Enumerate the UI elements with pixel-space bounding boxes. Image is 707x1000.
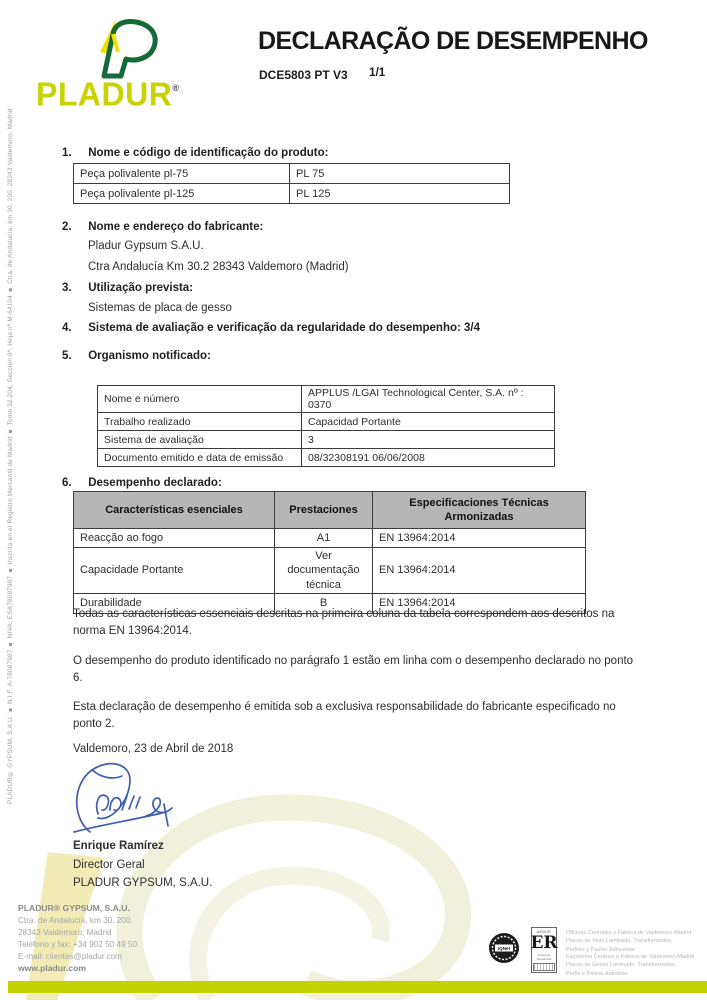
section-number: 6. <box>62 477 72 489</box>
characteristic-cell: Capacidade Portante <box>74 548 275 594</box>
section-number: 5. <box>62 350 72 362</box>
footer-note-line: Placas de Yeso Laminado, Transformados, <box>566 938 673 945</box>
value-cell: APPLUS /LGAI Technological Center, S.A. nº : 0370 <box>302 386 555 413</box>
footer-accent-bar <box>8 981 707 993</box>
aenor-label: AENOR <box>536 930 552 934</box>
pladur-p-icon <box>66 14 176 80</box>
declared-performance-table <box>73 491 586 614</box>
signature-scribble <box>68 760 203 842</box>
section-2-heading <box>62 221 263 233</box>
characteristic-cell: Reacção ao fogo <box>74 529 275 548</box>
footer-email-line: E-mail: clientes@pladur.com <box>18 952 122 962</box>
section-3-heading <box>62 282 193 294</box>
section-title: Desempenho declarado: <box>88 477 222 489</box>
section-number: 2. <box>62 221 72 233</box>
signer-block <box>73 837 212 893</box>
section-5-heading <box>62 350 211 362</box>
footer-address-line: Teléfono y fax: +34 902 50 49 50 <box>18 940 138 950</box>
table-row <box>98 413 555 431</box>
section-1-heading <box>62 147 328 159</box>
er-sub-label: Empresa Registrada <box>536 953 552 961</box>
table-row <box>74 548 586 594</box>
svg-text:IQNet: IQNet <box>497 945 511 951</box>
performance-cell: B <box>275 593 373 613</box>
performance-cell: Ver documentação técnica <box>275 548 373 594</box>
place-date-line: Valdemoro, 23 de Abril de 2018 <box>73 743 234 755</box>
label-cell: Nome e número <box>98 386 302 413</box>
registered-symbol: ® <box>172 82 179 93</box>
footer-website: www.pladur.com <box>18 963 86 973</box>
label-cell: Sistema de avaliação <box>98 431 302 449</box>
doc-code-row <box>259 66 385 84</box>
table-row <box>74 529 586 548</box>
column-header: Prestaciones <box>275 492 373 529</box>
footer-address <box>18 915 137 963</box>
manufacturer-address: Ctra Andalucía Km 30.2 28343 Valdemoro (Madrid) <box>88 261 349 273</box>
er-label: ER <box>530 933 558 953</box>
product-name-cell: Peça polivalente pl-75 <box>74 164 290 184</box>
section-title: Nome e código de identificação do produto: <box>88 147 329 159</box>
manufacturer-name: Pladur Gypsum S.A.U. <box>88 240 204 252</box>
footer-address-line: Ctra. de Andalucía, km 30, 200. <box>18 916 133 925</box>
footer-note-line: Oficinas Centrales y Fábrica de Valdemoro-Madrid <box>566 930 692 936</box>
paragraph-line: O desempenho do produto identificado no parágrafo 1 estão em linha com o desempenho declarado no ponto <box>73 655 634 667</box>
label-cell: Documento emitido e data de emissão <box>98 449 302 467</box>
iqnet-certification-seal-icon <box>488 932 520 964</box>
product-id-table <box>73 163 510 204</box>
footer-note-portuguese <box>566 953 694 978</box>
section-number: 1. <box>62 147 72 159</box>
section-4-heading <box>62 322 480 334</box>
label-cell: Trabalho realizado <box>98 413 302 431</box>
paragraph <box>73 653 633 688</box>
product-code-cell: PL 75 <box>290 164 510 184</box>
paragraph-line: ponto 2. <box>73 718 115 731</box>
paragraph-line: norma EN 13964:2014. <box>73 625 192 638</box>
product-name-cell: Peça polivalente pl-125 <box>74 184 290 204</box>
section-title: Nome e endereço do fabricante: <box>88 221 264 233</box>
column-header: Características esenciales <box>74 492 275 529</box>
section-title: Organismo notificado: <box>88 350 211 362</box>
footer-company: PLADUR® GYPSUM, S.A.U. <box>18 903 130 913</box>
er-registration-box <box>533 963 555 971</box>
aenor-er-certification-mark <box>531 927 557 973</box>
pladur-wordmark <box>36 75 179 113</box>
signer-company: PLADUR GYPSUM, S.A.U. <box>73 877 213 890</box>
page-indicator: 1/1 <box>369 67 386 79</box>
table-header-row <box>74 492 586 529</box>
section-title: Utilização prevista: <box>88 282 194 294</box>
section-number: 4. <box>62 322 72 334</box>
paragraph <box>73 699 616 734</box>
signer-role: Director Geral <box>73 858 145 871</box>
spec-cell: EN 13964:2014 <box>373 593 586 613</box>
table-row <box>74 184 510 204</box>
section-title: Sistema de avaliação e verificação da regularidade do desempenho: 3/4 <box>88 322 481 334</box>
footer-note-line: Perfiles y Pastas Adhesivas <box>566 946 635 953</box>
spec-cell: EN 13964:2014 <box>373 548 586 594</box>
intended-use: Sistemas de placa de gesso <box>88 302 232 314</box>
table-row <box>74 164 510 184</box>
performance-cell: A1 <box>275 529 373 548</box>
column-header: Especificaciones Técnicas Armonizadas <box>373 492 586 529</box>
spec-cell: EN 13964:2014 <box>373 529 586 548</box>
footer-note-line: Escritórios Centrais e Fábrica de Valdemoro-Madrid <box>566 954 695 960</box>
doc-code: DCE5803 PT V3 <box>259 68 348 82</box>
table-row <box>98 431 555 449</box>
paragraph-line: Esta declaração de desempenho é emitida sob a exclusiva responsabilidade do fabricante especificado no <box>73 701 616 713</box>
pladur-logo <box>36 14 221 116</box>
footer-note-spanish <box>566 929 691 954</box>
paragraph-line: Todas as características essenciais descritas na primeira coluna da tabela correspondem aos descritos na <box>73 608 615 620</box>
side-registry-text: PLADUR® GYPSUM, S.A.U. ■ N.I.F. A-78087987 ■ NIVA: ESA78087987 ■ Inscrita en el Registro Mercantil de Madrid ■ Tomo 32.204, Sección 8ª, Hoja nº M-64104 ■ Ctra. de Andalucía, km 30, 200. 28343 Valdemoro, Madrid <box>7 108 14 804</box>
section-6-heading <box>62 477 222 489</box>
table-row <box>98 386 555 413</box>
notified-body-table <box>97 385 555 467</box>
signer-name: Enrique Ramírez <box>73 840 164 852</box>
paragraph-line: 6. <box>73 672 83 685</box>
paragraph <box>73 606 614 641</box>
characteristic-cell: Durabilidade <box>74 593 275 613</box>
section-number: 3. <box>62 282 72 294</box>
value-cell: 08/32308191 06/06/2008 <box>302 449 555 467</box>
value-cell: 3 <box>302 431 555 449</box>
product-code-cell: PL 125 <box>290 184 510 204</box>
value-cell: Capacidad Portante <box>302 413 555 431</box>
footer-note-line: Placas de Gesso Laminado, Transformados, <box>566 962 677 969</box>
footer-address-line: 28343 Valdemoro, Madrid <box>18 928 112 938</box>
pladur-wordmark-text: PLADUR <box>36 75 173 113</box>
table-row <box>98 449 555 467</box>
footer-note-line: Perfis e Pastas Adesivas <box>566 970 628 977</box>
page-title: DECLARAÇÃO DE DESEMPENHO <box>258 27 648 55</box>
